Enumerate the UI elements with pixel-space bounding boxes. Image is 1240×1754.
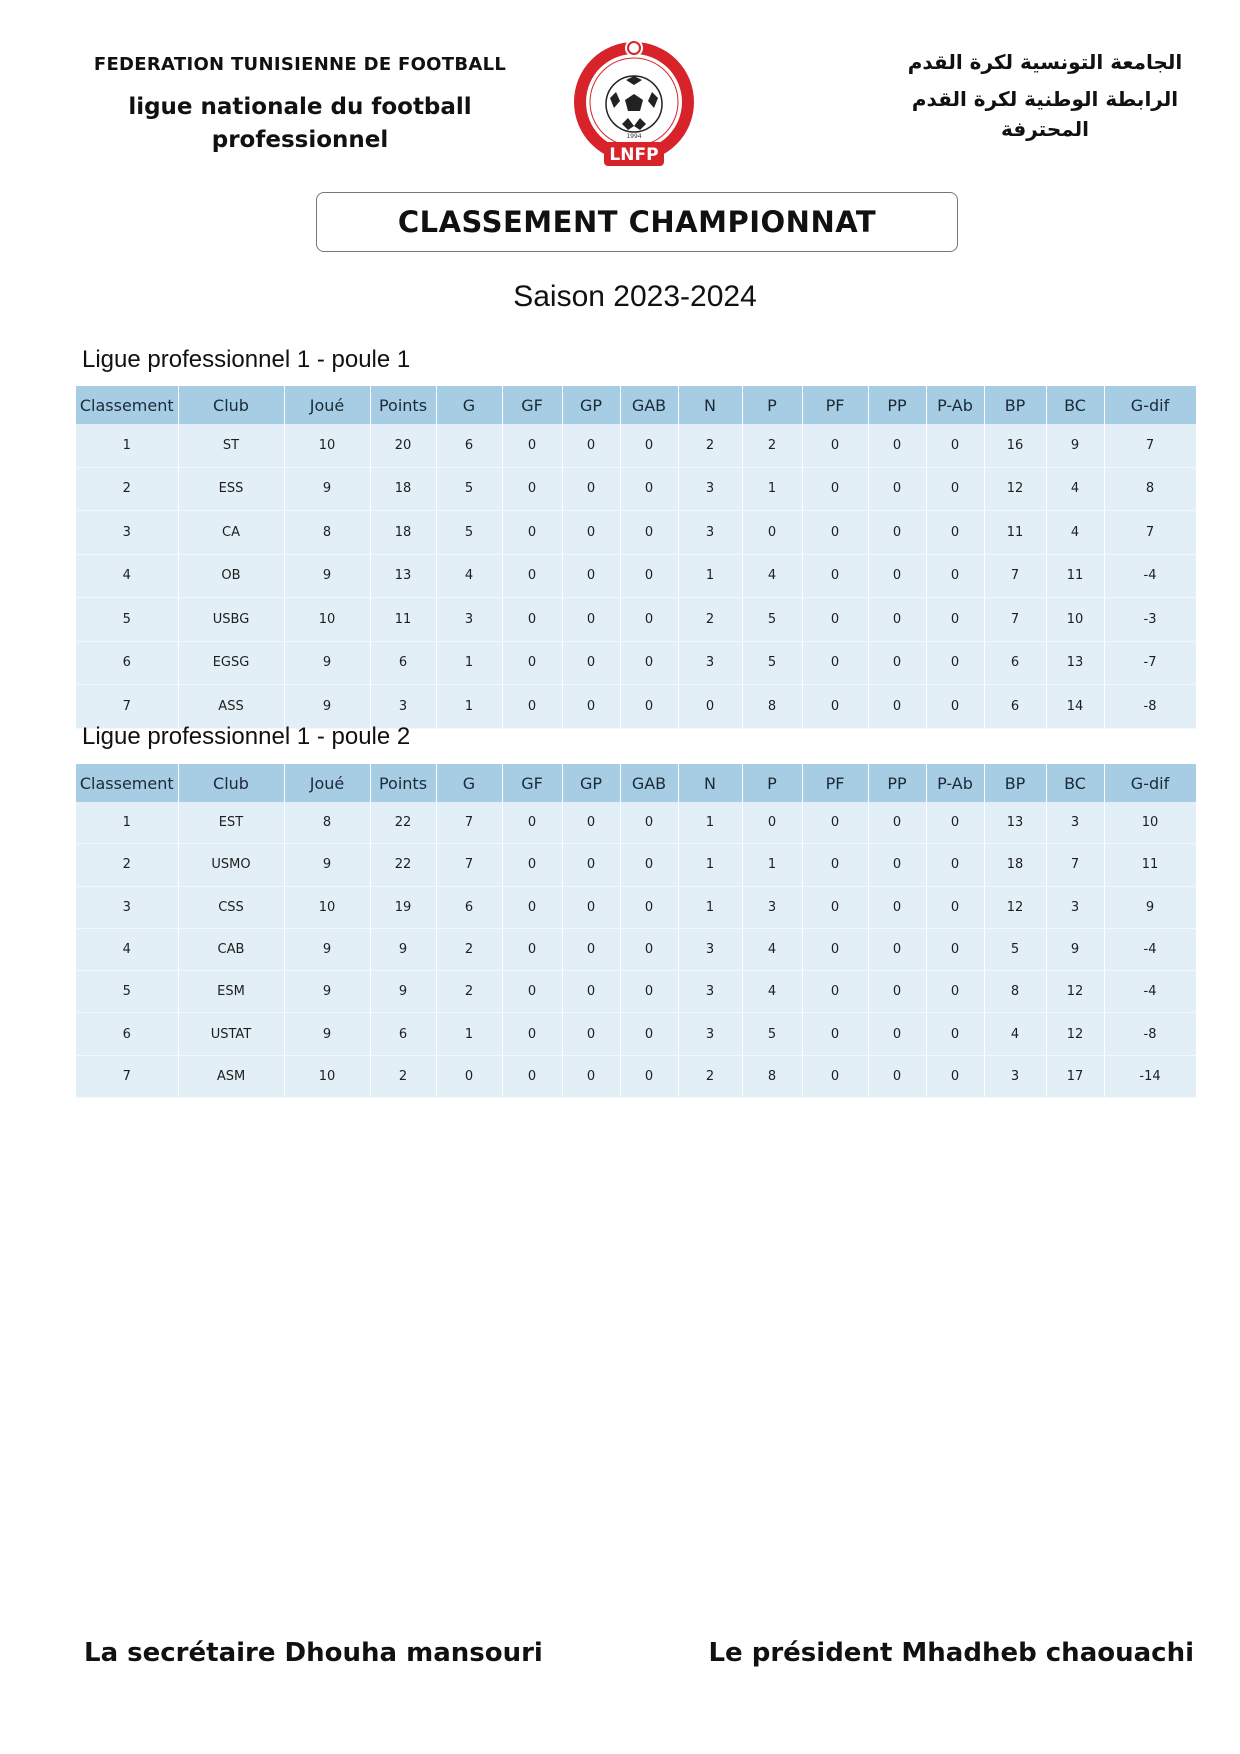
club-cell: USMO [178, 844, 284, 886]
table-cell: -4 [1104, 971, 1196, 1013]
table-cell: 0 [562, 511, 620, 555]
column-header: Classement [76, 764, 178, 802]
lnfp-logo [570, 38, 698, 174]
table-cell: -8 [1104, 1013, 1196, 1055]
table-cell: 3 [678, 971, 742, 1013]
standings-table-poule-1 [76, 386, 1197, 729]
table-cell: 9 [284, 641, 370, 685]
table-cell: 17 [1046, 1055, 1104, 1097]
table-cell: 0 [620, 424, 678, 467]
table-cell: 4 [76, 928, 178, 970]
table-cell: 0 [620, 802, 678, 844]
column-header: N [678, 764, 742, 802]
table-cell: 0 [620, 511, 678, 555]
table-cell: -4 [1104, 554, 1196, 598]
table-cell: 3 [742, 886, 802, 928]
table-cell: 0 [868, 1055, 926, 1097]
table-row [76, 844, 1196, 886]
table-cell: 22 [370, 802, 436, 844]
table-cell: 10 [284, 1055, 370, 1097]
table-cell: 8 [984, 971, 1046, 1013]
table-cell: 0 [502, 424, 562, 467]
table-cell: 7 [436, 844, 502, 886]
table-cell: 4 [742, 928, 802, 970]
table-cell: 0 [502, 844, 562, 886]
table-cell: 0 [802, 886, 868, 928]
table-row [76, 554, 1196, 598]
table-cell: 1 [436, 1013, 502, 1055]
table-cell: 0 [868, 424, 926, 467]
table-cell: 0 [802, 685, 868, 729]
table-row [76, 685, 1196, 729]
table-cell: 12 [984, 467, 1046, 511]
standings-table-poule-2 [76, 764, 1197, 1098]
table-cell: 0 [562, 598, 620, 642]
header-right [880, 50, 1210, 144]
column-header: G-dif [1104, 764, 1196, 802]
table-cell: 11 [1046, 554, 1104, 598]
table-cell: 11 [370, 598, 436, 642]
logo-year: 1994 [626, 133, 642, 140]
table-cell: 0 [802, 971, 868, 1013]
column-header: GP [562, 386, 620, 424]
table-cell: 4 [1046, 511, 1104, 555]
table-cell: 0 [502, 467, 562, 511]
table-cell: 5 [742, 1013, 802, 1055]
table-cell: 0 [926, 1013, 984, 1055]
column-header: P [742, 764, 802, 802]
season-label: Saison 2023-2024 [513, 280, 757, 313]
table-cell: 12 [1046, 971, 1104, 1013]
table-cell: 0 [620, 467, 678, 511]
table-cell: 0 [868, 844, 926, 886]
table-cell: 0 [562, 685, 620, 729]
column-header: GF [502, 386, 562, 424]
table-cell: 5 [984, 928, 1046, 970]
table-cell: 22 [370, 844, 436, 886]
table-cell: 3 [678, 928, 742, 970]
logo-acronym: LNFP [609, 145, 659, 165]
club-cell: OB [178, 554, 284, 598]
table-cell: 0 [868, 928, 926, 970]
table-cell: 0 [802, 928, 868, 970]
table-cell: 0 [562, 886, 620, 928]
column-header: Club [178, 386, 284, 424]
table-cell: 1 [678, 554, 742, 598]
table-cell: 13 [1046, 641, 1104, 685]
table-cell: -3 [1104, 598, 1196, 642]
table-cell: 0 [620, 554, 678, 598]
table-cell: 3 [678, 1013, 742, 1055]
table-cell: 1 [436, 641, 502, 685]
table-cell: 10 [1104, 802, 1196, 844]
club-cell: USBG [178, 598, 284, 642]
table-row [76, 641, 1196, 685]
table-cell: 5 [436, 511, 502, 555]
league-name-ar-line2: المحترفة [1000, 117, 1090, 141]
table-cell: 0 [562, 467, 620, 511]
table-cell: 0 [742, 511, 802, 555]
table-cell: 7 [1104, 424, 1196, 467]
table-cell: 0 [502, 685, 562, 729]
document-title: CLASSEMENT CHAMPIONNAT [316, 192, 958, 252]
table-cell: 1 [742, 467, 802, 511]
column-header: G [436, 764, 502, 802]
table-cell: 0 [802, 598, 868, 642]
table-cell: 0 [562, 424, 620, 467]
table-cell: 0 [802, 844, 868, 886]
table-cell: 0 [742, 802, 802, 844]
table-cell: 0 [926, 802, 984, 844]
table-cell: 16 [984, 424, 1046, 467]
table-row [76, 424, 1196, 467]
table-cell: 6 [76, 1013, 178, 1055]
table-cell: 1 [76, 802, 178, 844]
league-name-ar-line1: الرابطة الوطنية لكرة القدم [911, 87, 1179, 111]
table-cell: 0 [620, 971, 678, 1013]
table-cell: 9 [1046, 928, 1104, 970]
table-cell: 1 [76, 424, 178, 467]
table-row [76, 971, 1196, 1013]
club-cell: USTAT [178, 1013, 284, 1055]
column-header: BC [1046, 386, 1104, 424]
column-header: Points [370, 386, 436, 424]
table-cell: 2 [436, 971, 502, 1013]
table-cell: 9 [284, 1013, 370, 1055]
table-cell: 0 [802, 424, 868, 467]
table-cell: 8 [284, 511, 370, 555]
column-header: GF [502, 764, 562, 802]
table-cell: 5 [436, 467, 502, 511]
table-cell: 0 [926, 511, 984, 555]
table-row [76, 886, 1196, 928]
table-cell: 3 [436, 598, 502, 642]
column-header: P [742, 386, 802, 424]
table-cell: 0 [926, 554, 984, 598]
table-cell: 1 [678, 802, 742, 844]
column-header: PP [868, 764, 926, 802]
table-cell: 0 [868, 598, 926, 642]
table-cell: 2 [678, 1055, 742, 1097]
table-cell: 0 [926, 928, 984, 970]
table-cell: 10 [284, 424, 370, 467]
table-cell: 10 [284, 886, 370, 928]
table-cell: 0 [678, 685, 742, 729]
table-cell: 9 [284, 844, 370, 886]
standings-header [76, 764, 1196, 802]
table-cell: 6 [436, 886, 502, 928]
league-name-ar [880, 84, 1210, 144]
table-cell: 3 [678, 511, 742, 555]
column-header: PP [868, 386, 926, 424]
column-header: BP [984, 386, 1046, 424]
table-cell: 2 [370, 1055, 436, 1097]
table-cell: 3 [1046, 886, 1104, 928]
table-cell: 0 [502, 511, 562, 555]
table-cell: 5 [76, 598, 178, 642]
club-cell: CA [178, 511, 284, 555]
table-cell: 0 [502, 886, 562, 928]
table-cell: 0 [802, 1013, 868, 1055]
table-cell: 4 [436, 554, 502, 598]
column-header: BP [984, 764, 1046, 802]
header-left [80, 54, 520, 157]
table-cell: 0 [502, 1013, 562, 1055]
table-cell: 0 [926, 641, 984, 685]
table-cell: 0 [868, 971, 926, 1013]
lnfp-logo-graphic [570, 38, 698, 174]
table-cell: 7 [984, 598, 1046, 642]
league-name-fr-line1: ligue nationale du football [128, 94, 472, 120]
table-cell: 6 [370, 641, 436, 685]
table-cell: 1 [742, 844, 802, 886]
club-cell: ESM [178, 971, 284, 1013]
table-cell: 6 [436, 424, 502, 467]
table-cell: 6 [984, 641, 1046, 685]
table-cell: 9 [370, 928, 436, 970]
table-cell: 1 [678, 886, 742, 928]
table-cell: 0 [620, 928, 678, 970]
table-cell: 0 [620, 886, 678, 928]
table-cell: 9 [284, 685, 370, 729]
club-cell: ASM [178, 1055, 284, 1097]
column-header: P-Ab [926, 764, 984, 802]
table-cell: 7 [76, 685, 178, 729]
table-cell: 8 [742, 685, 802, 729]
table-cell: 0 [802, 1055, 868, 1097]
column-header: PF [802, 764, 868, 802]
table-cell: 6 [370, 1013, 436, 1055]
table-cell: 0 [926, 598, 984, 642]
table-cell: 0 [926, 886, 984, 928]
table-cell: 2 [678, 598, 742, 642]
table-cell: 0 [868, 802, 926, 844]
table-cell: 0 [562, 1055, 620, 1097]
group-label-poule-2: Ligue professionnel 1 - poule 2 [82, 723, 411, 750]
table-cell: 0 [562, 802, 620, 844]
table-cell: 0 [926, 685, 984, 729]
table-cell: 3 [76, 886, 178, 928]
federation-name-ar: الجامعة التونسية لكرة القدم [907, 50, 1183, 74]
table-cell: 0 [562, 928, 620, 970]
table-cell: 0 [436, 1055, 502, 1097]
club-cell: CSS [178, 886, 284, 928]
table-cell: 6 [76, 641, 178, 685]
table-cell: 18 [370, 467, 436, 511]
table-cell: 0 [802, 641, 868, 685]
table-cell: 5 [742, 641, 802, 685]
table-cell: 0 [868, 685, 926, 729]
table-cell: 0 [620, 1013, 678, 1055]
table-cell: 4 [1046, 467, 1104, 511]
table-cell: 0 [502, 802, 562, 844]
table-cell: 12 [1046, 1013, 1104, 1055]
table-cell: 0 [562, 641, 620, 685]
table-cell: 0 [562, 1013, 620, 1055]
table-cell: 8 [1104, 467, 1196, 511]
table-cell: 0 [868, 467, 926, 511]
table-cell: 0 [562, 554, 620, 598]
table-cell: 8 [742, 1055, 802, 1097]
table-cell: 0 [802, 511, 868, 555]
table-row [76, 511, 1196, 555]
table-cell: 4 [76, 554, 178, 598]
table-cell: -7 [1104, 641, 1196, 685]
table-cell: 9 [284, 467, 370, 511]
table-cell: 8 [284, 802, 370, 844]
table-cell: 13 [370, 554, 436, 598]
table-cell: 9 [284, 971, 370, 1013]
column-header: G [436, 386, 502, 424]
table-cell: 12 [984, 886, 1046, 928]
table-cell: 0 [868, 554, 926, 598]
table-cell: 2 [678, 424, 742, 467]
column-header: GAB [620, 764, 678, 802]
table-cell: 0 [562, 971, 620, 1013]
table-cell: 0 [502, 1055, 562, 1097]
table-row [76, 1055, 1196, 1097]
standings-body [76, 802, 1196, 1098]
table-cell: -8 [1104, 685, 1196, 729]
table-cell: 19 [370, 886, 436, 928]
table-cell: 9 [1046, 424, 1104, 467]
table-cell: 4 [984, 1013, 1046, 1055]
club-cell: ST [178, 424, 284, 467]
header-row [76, 386, 1196, 424]
table-cell: 0 [502, 641, 562, 685]
club-cell: EGSG [178, 641, 284, 685]
table-cell: 10 [1046, 598, 1104, 642]
table-cell: 9 [1104, 886, 1196, 928]
table-row [76, 802, 1196, 844]
table-row [76, 598, 1196, 642]
table-cell: 0 [502, 928, 562, 970]
table-cell: 3 [984, 1055, 1046, 1097]
table-cell: 2 [76, 844, 178, 886]
standings-body [76, 424, 1196, 728]
table-cell: 0 [502, 598, 562, 642]
table-row [76, 1013, 1196, 1055]
table-cell: 5 [76, 971, 178, 1013]
table-row [76, 928, 1196, 970]
table-cell: 0 [802, 802, 868, 844]
table-cell: 6 [984, 685, 1046, 729]
table-cell: 0 [926, 467, 984, 511]
column-header: P-Ab [926, 386, 984, 424]
table-cell: 4 [742, 971, 802, 1013]
table-cell: 7 [436, 802, 502, 844]
table-cell: 0 [802, 554, 868, 598]
club-cell: EST [178, 802, 284, 844]
column-header: G-dif [1104, 386, 1196, 424]
table-cell: 0 [620, 1055, 678, 1097]
table-cell: 0 [620, 685, 678, 729]
table-cell: 0 [926, 844, 984, 886]
table-cell: 0 [926, 424, 984, 467]
federation-name: FEDERATION TUNISIENNE DE FOOTBALL [93, 54, 507, 75]
table-cell: 0 [802, 467, 868, 511]
table-cell: 18 [370, 511, 436, 555]
column-header: Classement [76, 386, 178, 424]
table-cell: 3 [370, 685, 436, 729]
standings-header [76, 386, 1196, 424]
table-cell: 0 [926, 971, 984, 1013]
table-cell: 20 [370, 424, 436, 467]
column-header: PF [802, 386, 868, 424]
table-cell: -14 [1104, 1055, 1196, 1097]
league-name-fr [80, 91, 520, 157]
table-cell: 7 [1046, 844, 1104, 886]
league-name-fr-line2: professionnel [211, 127, 389, 153]
column-header: Points [370, 764, 436, 802]
club-cell: ESS [178, 467, 284, 511]
table-cell: 0 [620, 641, 678, 685]
table-cell: 0 [868, 1013, 926, 1055]
table-cell: 10 [284, 598, 370, 642]
table-cell: 7 [1104, 511, 1196, 555]
table-cell: 0 [502, 554, 562, 598]
table-cell: 3 [1046, 802, 1104, 844]
table-cell: 0 [868, 886, 926, 928]
table-cell: 2 [436, 928, 502, 970]
table-cell: 0 [562, 844, 620, 886]
header-row [76, 764, 1196, 802]
table-cell: 14 [1046, 685, 1104, 729]
column-header: Joué [284, 764, 370, 802]
club-cell: ASS [178, 685, 284, 729]
table-cell: 11 [1104, 844, 1196, 886]
table-cell: 18 [984, 844, 1046, 886]
table-cell: 7 [76, 1055, 178, 1097]
column-header: BC [1046, 764, 1104, 802]
president-signature: Le président Mhadheb chaouachi [708, 1638, 1194, 1668]
column-header: Joué [284, 386, 370, 424]
column-header: GP [562, 764, 620, 802]
table-cell: 0 [926, 1055, 984, 1097]
table-cell: 0 [620, 844, 678, 886]
table-cell: 4 [742, 554, 802, 598]
table-cell: 3 [76, 511, 178, 555]
table-cell: 2 [76, 467, 178, 511]
table-cell: 11 [984, 511, 1046, 555]
table-cell: 1 [436, 685, 502, 729]
table-cell: 5 [742, 598, 802, 642]
table-cell: 7 [984, 554, 1046, 598]
column-header: Club [178, 764, 284, 802]
table-cell: 1 [678, 844, 742, 886]
group-label-poule-1: Ligue professionnel 1 - poule 1 [82, 346, 411, 373]
table-cell: 0 [868, 641, 926, 685]
table-cell: 0 [502, 971, 562, 1013]
table-cell: 13 [984, 802, 1046, 844]
table-cell: 3 [678, 467, 742, 511]
table-cell: 3 [678, 641, 742, 685]
table-row [76, 467, 1196, 511]
table-cell: 0 [868, 511, 926, 555]
table-cell: 9 [284, 928, 370, 970]
table-cell: 2 [742, 424, 802, 467]
column-header: N [678, 386, 742, 424]
table-cell: 9 [370, 971, 436, 1013]
table-cell: -4 [1104, 928, 1196, 970]
secretary-signature: La secrétaire Dhouha mansouri [84, 1638, 543, 1668]
table-cell: 0 [620, 598, 678, 642]
table-cell: 9 [284, 554, 370, 598]
club-cell: CAB [178, 928, 284, 970]
column-header: GAB [620, 386, 678, 424]
